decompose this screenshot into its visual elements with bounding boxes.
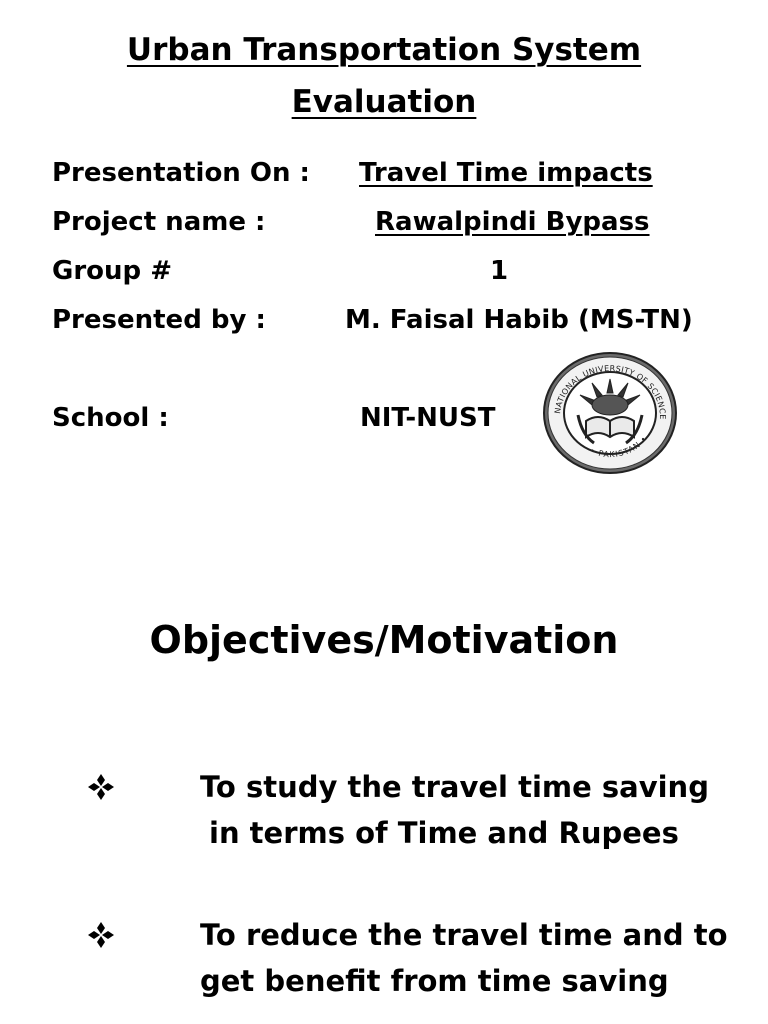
field-value: 1: [490, 256, 509, 286]
diamond-bullet-icon: [86, 772, 116, 802]
diamond-bullet-icon: [86, 920, 116, 950]
field-label: Project name :: [52, 207, 266, 237]
field-value: Rawalpindi Bypass: [375, 207, 650, 237]
objectives-heading: Objectives/Motivation: [149, 618, 619, 662]
field-label: Presentation On :: [52, 158, 310, 188]
field-value: NIT-NUST: [360, 403, 496, 433]
objective-line: in terms of Time and Rupees: [209, 816, 679, 850]
title-line-2: Evaluation: [291, 84, 477, 120]
field-label: Group #: [52, 256, 172, 286]
objective-line: To reduce the travel time and to: [200, 918, 728, 952]
svg-text:NATIONAL UNIVERSITY OF SCIENCE: NATIONAL UNIVERSITY OF SCIENCE: [553, 363, 668, 420]
svg-text:• PAKISTAN •: • PAKISTAN •: [588, 433, 649, 460]
objective-line: get benefit from time saving: [200, 964, 669, 998]
objective-line: To study the travel time saving: [200, 770, 709, 804]
university-seal-icon: [542, 351, 678, 475]
field-label: School :: [52, 403, 169, 433]
field-value: M. Faisal Habib (MS-TN): [345, 305, 693, 335]
field-value: Travel Time impacts: [359, 158, 653, 188]
title-line-1: Urban Transportation System: [126, 32, 642, 68]
field-label: Presented by :: [52, 305, 266, 335]
objective-text: [200, 912, 728, 1004]
objective-text: [200, 764, 709, 856]
